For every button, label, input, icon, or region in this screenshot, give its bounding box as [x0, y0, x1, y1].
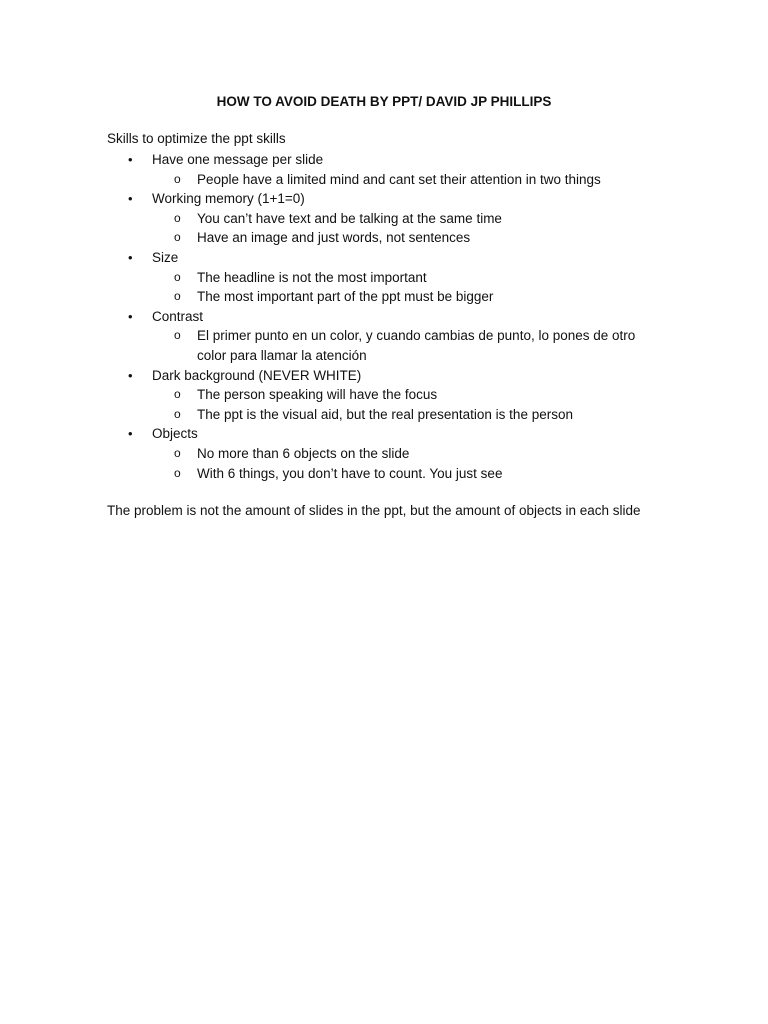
sub-item: [0, 209, 651, 229]
bullet-icon: •: [128, 426, 133, 442]
bullet-label: Objects: [152, 426, 198, 442]
sub-item-text: Have an image and just words, not sentences: [197, 230, 471, 246]
sub-item: [0, 405, 651, 425]
bullet-item: [0, 424, 768, 483]
bullet-item: [0, 189, 768, 248]
bullet-item: [0, 150, 768, 189]
bullet-icon: •: [128, 367, 133, 383]
circle-bullet-icon: o: [174, 171, 181, 186]
sub-item-text: The person speaking will have the focus: [197, 387, 438, 403]
bullet-label: Contrast: [152, 308, 204, 324]
circle-bullet-icon: o: [174, 406, 181, 421]
sub-item-text: The headline is not the most important: [197, 269, 427, 285]
sub-item-text: With 6 things, you don’t have to count. You just see: [197, 465, 503, 481]
bullet-item: [0, 366, 768, 425]
circle-bullet-icon: o: [174, 465, 181, 480]
bullet-icon: •: [128, 308, 133, 324]
sub-item-text: The ppt is the visual aid, but the real presentation is the person: [197, 406, 573, 422]
sub-list: [152, 209, 768, 248]
bullet-item: [0, 248, 768, 307]
circle-bullet-icon: o: [174, 230, 181, 245]
sub-item: [0, 287, 651, 307]
bullet-icon: •: [128, 249, 133, 265]
circle-bullet-icon: o: [174, 289, 181, 304]
bullet-label: Working memory (1+1=0): [152, 191, 305, 207]
bullet-label: Dark background (NEVER WHITE): [152, 367, 362, 383]
sub-item-text: No more than 6 objects on the slide: [197, 445, 410, 461]
circle-bullet-icon: o: [174, 328, 181, 343]
sub-list: [152, 385, 768, 424]
sub-list: [152, 170, 768, 190]
sub-item-text: You can’t have text and be talking at the same time: [197, 210, 502, 226]
sub-item: [0, 385, 651, 405]
sub-item: [0, 170, 651, 190]
sub-list: [152, 268, 768, 307]
sub-item-text: El primer punto en un color, y cuando cambias de punto, lo pones de otro color para llamar la atención: [197, 328, 636, 363]
bullet-list: [0, 150, 768, 483]
bullet-icon: •: [128, 191, 133, 207]
sub-item: [0, 268, 651, 288]
sub-item-text: The most important part of the ppt must be bigger: [197, 289, 494, 305]
sub-item: [0, 464, 651, 484]
circle-bullet-icon: o: [174, 269, 181, 284]
sub-item: [0, 444, 651, 464]
sub-item: [0, 326, 651, 365]
intro-text: Skills to optimize the ppt skills: [107, 131, 286, 146]
sub-item: [0, 228, 651, 248]
bullet-icon: •: [128, 152, 133, 167]
bullet-label: Have one message per slide: [152, 152, 324, 167]
sub-list: [152, 444, 768, 483]
circle-bullet-icon: o: [174, 445, 181, 460]
circle-bullet-icon: o: [174, 387, 181, 402]
closing-text: The problem is not the amount of slides in the ppt, but the amount of objects in each slide: [107, 503, 641, 518]
bullet-item: [0, 307, 768, 366]
bullet-label: Size: [152, 249, 179, 265]
sub-item-text: People have a limited mind and cant set their attention in two things: [197, 171, 601, 187]
document-title: HOW TO AVOID DEATH BY PPT/ DAVID JP PHILLIPS: [216, 94, 552, 109]
circle-bullet-icon: o: [174, 210, 181, 225]
sub-list: [152, 326, 768, 365]
